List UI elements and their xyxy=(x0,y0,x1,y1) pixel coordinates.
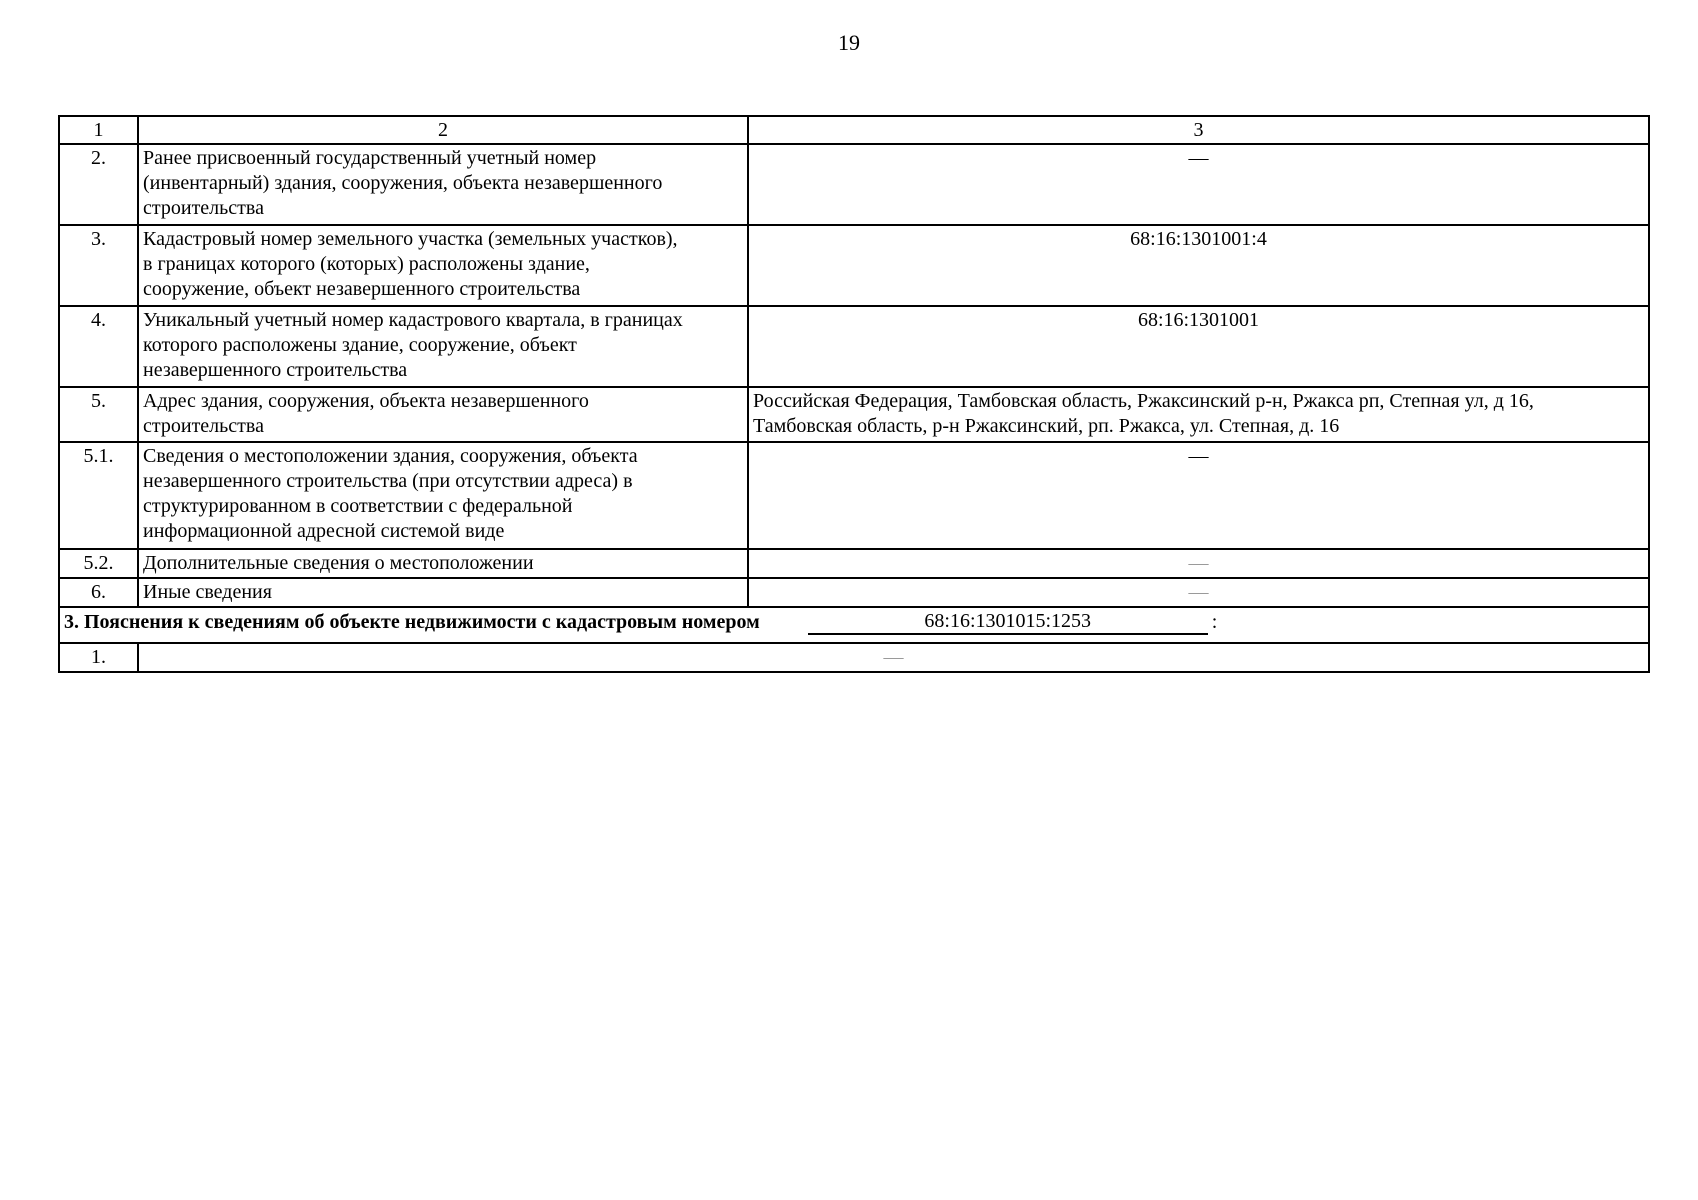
row-label: Адрес здания, сооружения, объекта незавершенного строительства xyxy=(138,387,748,442)
section-colon: : xyxy=(1211,611,1218,633)
row-value: — xyxy=(748,578,1649,607)
row-value: — xyxy=(748,549,1649,578)
table-row xyxy=(59,144,1649,225)
table-row xyxy=(59,442,1649,549)
table-row xyxy=(59,306,1649,387)
page-number: 19 xyxy=(838,30,860,55)
column-header-3: 3 xyxy=(748,116,1649,144)
row-number: 3. xyxy=(59,225,138,306)
row-value: — xyxy=(138,643,1649,672)
row-number: 2. xyxy=(59,144,138,225)
section-heading xyxy=(59,607,1649,643)
row-number: 5.2. xyxy=(59,549,138,578)
row-value: 68:16:1301001:4 xyxy=(748,225,1649,306)
table-row xyxy=(59,578,1649,607)
section-heading-row xyxy=(59,607,1649,643)
row-number: 6. xyxy=(59,578,138,607)
column-header-2: 2 xyxy=(138,116,748,144)
row-value: — xyxy=(748,144,1649,225)
section-cadastral-number: 68:16:1301015:1253 xyxy=(808,609,1208,635)
cadastral-info-table xyxy=(58,115,1650,673)
table-row xyxy=(59,549,1649,578)
row-number: 5.1. xyxy=(59,442,138,549)
table-row xyxy=(59,643,1649,672)
column-header-1: 1 xyxy=(59,116,138,144)
section-title: 3. Пояснения к сведениям об объекте недвижимости с кадастровым номером xyxy=(64,611,760,633)
table-header-row xyxy=(59,116,1649,144)
row-number: 4. xyxy=(59,306,138,387)
row-label: Ранее присвоенный государственный учетный номер (инвентарный) здания, сооружения, объекта незавершенного строительства xyxy=(138,144,748,225)
row-label: Дополнительные сведения о местоположении xyxy=(138,549,748,578)
row-label: Уникальный учетный номер кадастрового квартала, в границах которого расположены здание, сооружение, объект незавершенного строительства xyxy=(138,306,748,387)
row-label: Иные сведения xyxy=(138,578,748,607)
table-row xyxy=(59,225,1649,306)
row-value: — xyxy=(748,442,1649,549)
row-number: 5. xyxy=(59,387,138,442)
row-label: Кадастровый номер земельного участка (земельных участков), в границах которого (которых) расположены здание, сооружение, объект незавершенного строительства xyxy=(138,225,748,306)
row-label: Сведения о местоположении здания, сооружения, объекта незавершенного строительства (при отсутствии адреса) в структурированном в соответствии с федеральной информационной адресной системой виде xyxy=(138,442,748,549)
table-row xyxy=(59,387,1649,442)
row-number: 1. xyxy=(59,643,138,672)
row-value-address: Российская Федерация, Тамбовская область, Ржаксинский р-н, Ржакса рп, Степная ул, д 16, Тамбовская область, р-н Ржаксинский, рп. Ржакса, ул. Степная, д. 16 xyxy=(748,387,1649,442)
row-value: 68:16:1301001 xyxy=(748,306,1649,387)
